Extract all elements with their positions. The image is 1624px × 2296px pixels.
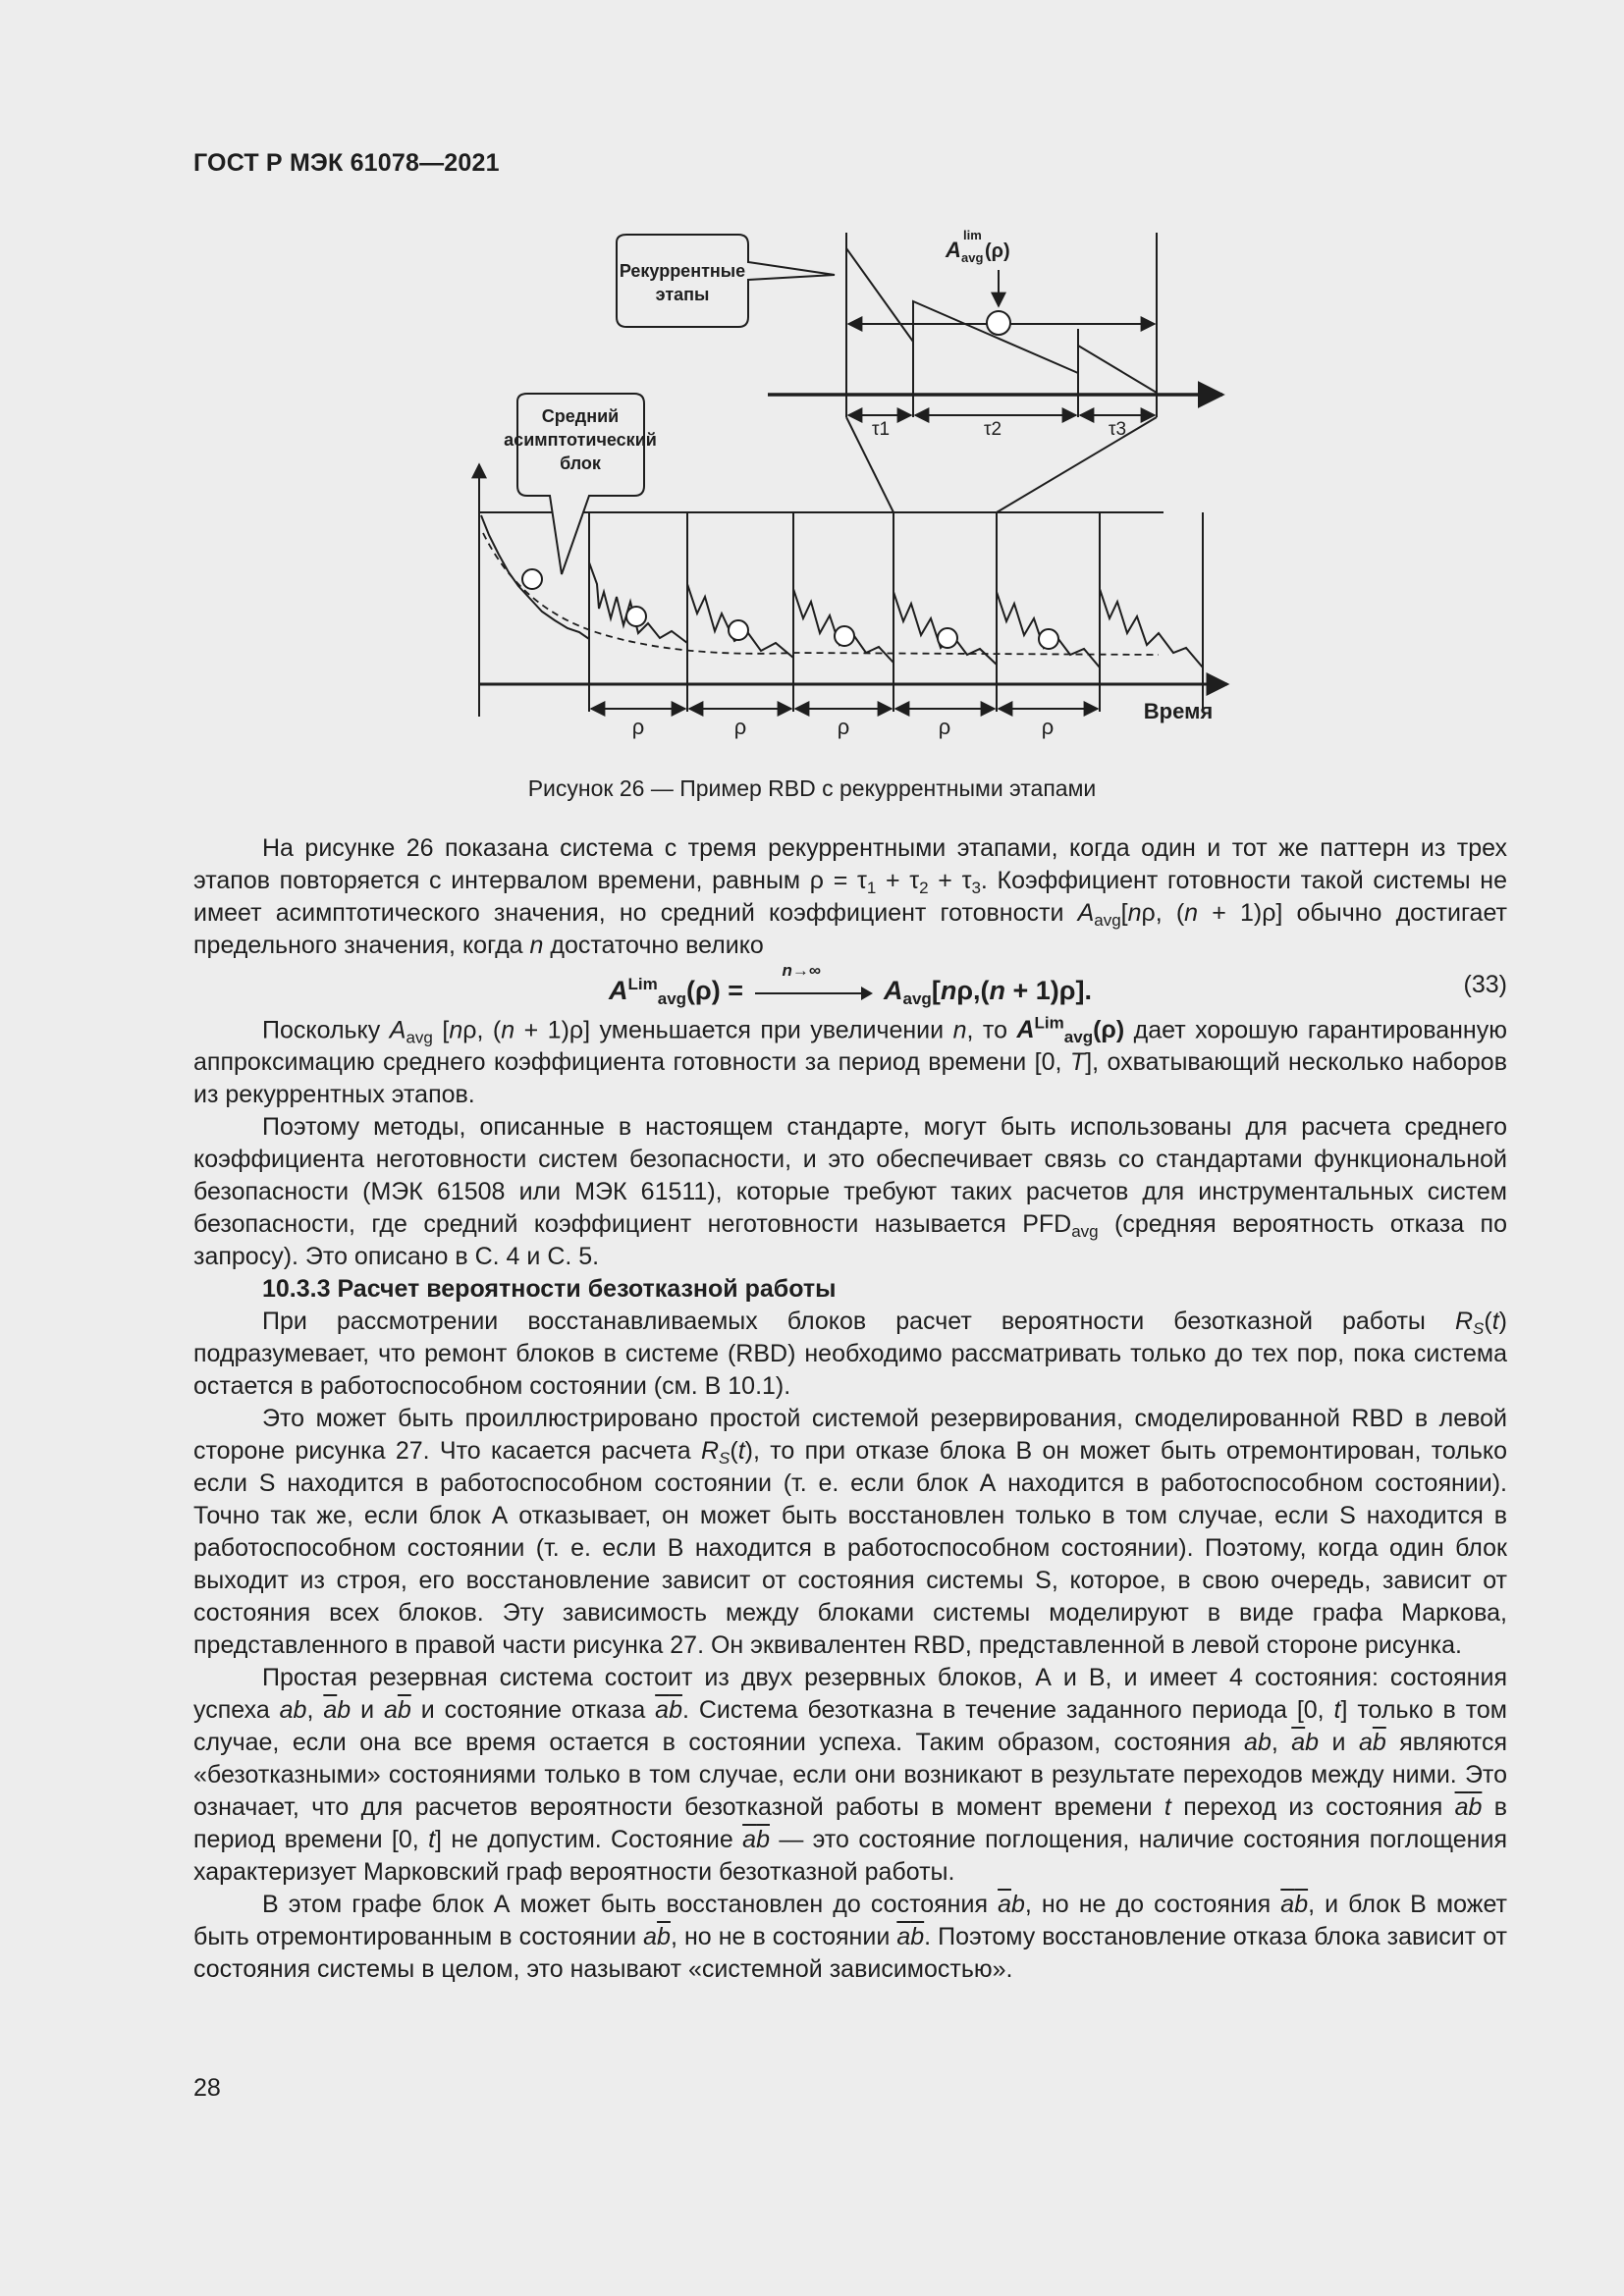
rho-label-5: ρ — [1041, 715, 1055, 739]
paragraph-5: Это может быть проиллюстрировано простой системой резервирования, смоделированной RBD в левой стороне рисунка 27. Что касается расчета $R_S(t)$, то при отказе блока В он может быть отремонтирован, только если S находится в работоспособном состоянии (т. е. если блок А находится в работоспособном состоянии). Точно так же, если блок А отказывает, он может быть восстановлен только в том случае, если S находится в работоспособном состоянии (т. е. если В находится в работоспособном состоянии). Поэтому, когда один блок выходит из строя, его восстановление зависит от состояния системы S, которое, в свою очередь, зависит от состояния всех блоков. Эту зависимость между блоками системы моделируют в виде графа Маркова, представленного в правой части рисунка 27. Он эквивалентен RBD, представленной в левой стороне рисунка. — [193, 1405, 1507, 1660]
asymptotic-label-line2: асимптотический — [504, 430, 657, 450]
svg-text:avg: avg — [961, 250, 984, 265]
paragraph-6: Простая резервная система состоит из двух резервных блоков, А и В, и имеет 4 состояния: состояния успеха ab, $\overline{a}b$ и $a\overline{b}$ и состояние отказа $\overline{a}\overline{b}$. Система безотказна в течение заданного периода [0, t] только в том случае, если она все время остается в состоянии успеха. Таким образом, состояния ab, $\overline{a}b$ и $a\overline{b}$ являются «безотказными» состояниями только в том случае, если они возникают в результате переходов между ними. Это означает, что для расчетов вероятности безотказной работы в момент времени t переход из состояния $\overline{a}\overline{b}$ в период времени [0, t] не допустим. Состояние $\overline{a}\overline{b}$ — это состояние поглощения, наличие состояния поглощения характеризует Марковский граф вероятности безотказной работы. — [193, 1664, 1507, 1887]
equation-33: $A^{Lim}_{avg}(\rho)$ = n→∞ $A_{avg}[n\rho,(n + 1)\rho]$. (33) — [609, 960, 1507, 1008]
section-heading-10-3-3: 10.3.3 Расчет вероятности безотказной работы — [262, 1275, 837, 1304]
rho-label-3: ρ — [837, 715, 850, 739]
svg-text:lim: lim — [963, 228, 982, 242]
recurrent-phases-callout — [617, 235, 835, 327]
rho-label-4: ρ — [938, 715, 951, 739]
tau2-label: τ2 — [983, 419, 1002, 440]
tau3-label: τ3 — [1108, 419, 1127, 440]
figure-caption: Рисунок 26 — Пример RBD с рекуррентными этапами — [527, 775, 1097, 801]
recurrent-label-line1: Рекуррентные — [619, 261, 746, 281]
figure-26 — [461, 221, 1247, 741]
rho-label-1: ρ — [631, 715, 645, 739]
time-axis-label: Время — [1143, 699, 1214, 723]
document-body — [193, 832, 1507, 1986]
paragraph-7: В этом графе блок А может быть восстановлен до состояния $\overline{a}b$, но не до состояния $\overline{a}\overline{b}$, и блок В может быть отремонтированным в состоянии $a\overline{b}$, но не в состоянии $\overline{a}\overline{b}$. Поэтому восстановление отказа блока зависит от состояния системы в целом, это называют «системной зависимостью». — [193, 1891, 1507, 1984]
document-header: ГОСТ Р МЭК 61078—2021 — [193, 149, 500, 177]
asymptotic-label-line1: Средний — [541, 406, 620, 426]
rho-label-2: ρ — [733, 715, 747, 739]
rbd-recurrent-phases-diagram — [461, 221, 1247, 741]
paragraph-4: При рассмотрении восстанавливаемых блоков расчет вероятности безотказной работы $R_S(t)$ подразумевает, что ремонт блоков в системе (RBD) необходимо рассматривать только до тех пор, пока система остается в работоспособном состоянии (см. В 10.1). — [193, 1308, 1507, 1401]
paragraph-2: Поскольку $A_{avg}$ [nρ, (n + 1)ρ] уменьшается при увеличении n, то $A^{Lim}_{avg}(\rho)$ дает хорошую гарантированную аппроксимацию среднего коэффициента готовности за период времени [0, T], охватывающий несколько наборов из рекуррентных этапов. — [193, 1014, 1507, 1109]
limit-arrow: n→∞ — [755, 983, 873, 1002]
page-number: 28 — [193, 2074, 221, 2102]
paragraph-1: На рисунке 26 показана система с тремя рекуррентными этапами, когда один и тот же паттерн из трех этапов повторяется с интервалом времени, равным $\rho = \tau_1 + \tau_2 + \tau_3$. Коэффициент готовности такой системы не имеет асимптотического значения, но средний коэффициент готовности $A_{avg}[n\rho$, (n + 1)ρ] обычно достигает предельного значения, когда n достаточно велико — [193, 834, 1507, 959]
asymptotic-label-line3: блок — [560, 454, 601, 473]
equation-number: (33) — [1463, 971, 1507, 998]
paragraph-3: Поэтому методы, описанные в настоящем стандарте, могут быть использованы для расчета среднего коэффициента неготовности систем безопасности, и это обеспечивает связь со стандартами функциональной безопасности (МЭК 61508 или МЭК 61511), которые требуют таких расчетов для инструментальных систем безопасности, где средний коэффициент неготовности называется $PFD_{avg}$ (средняя вероятность отказа по запросу). Это описано в С. 4 и С. 5. — [193, 1113, 1507, 1271]
tau1-label: τ1 — [871, 419, 891, 440]
svg-text:(ρ): (ρ) — [985, 240, 1010, 262]
recurrent-label-line2: этапы — [655, 285, 710, 304]
a-lim-label: A — [946, 238, 961, 262]
